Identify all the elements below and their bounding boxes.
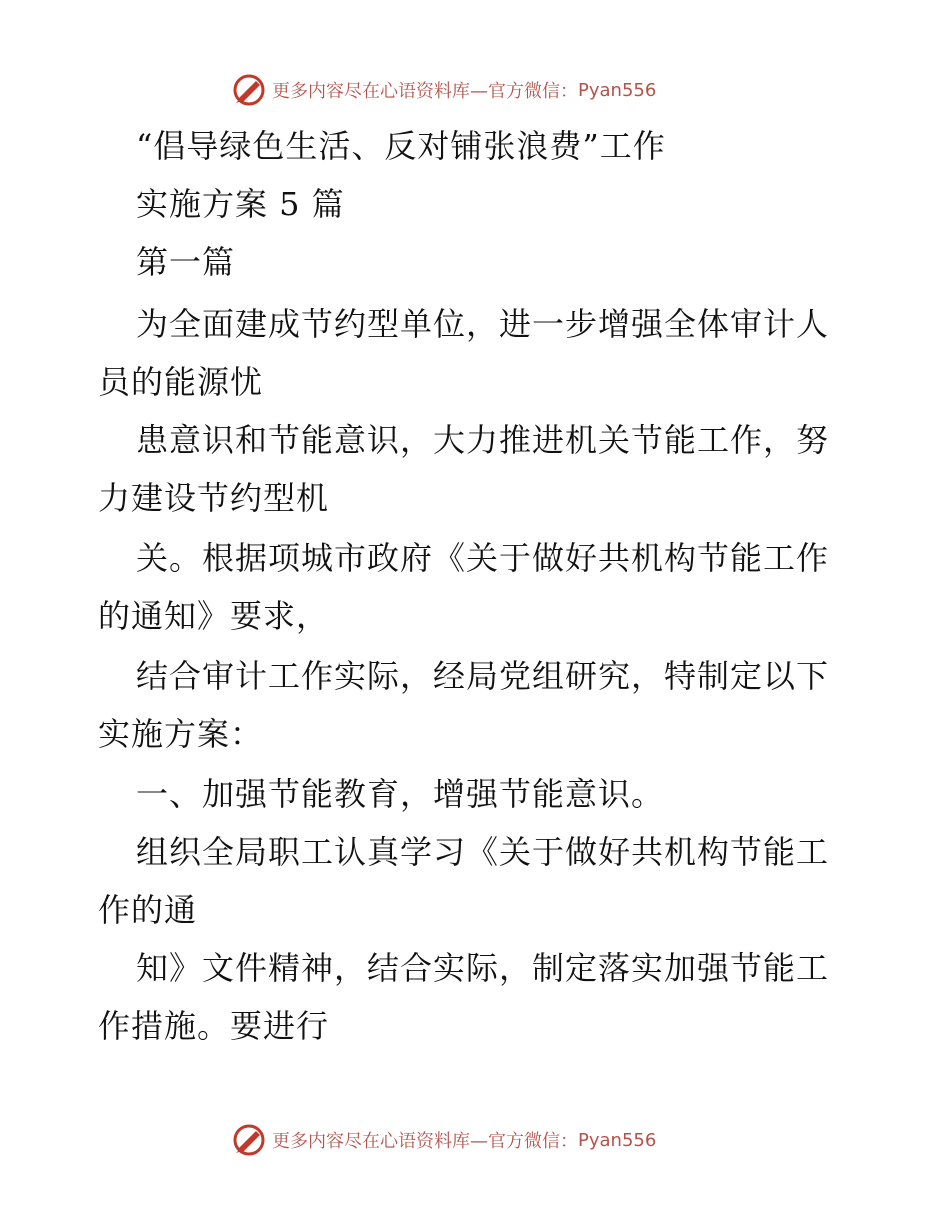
watermark-text: 更多内容尽在心语资料库—官方微信： [272, 81, 578, 102]
pen-logo-icon [232, 73, 266, 107]
section-heading: 第一篇 [136, 243, 236, 281]
paragraph-line: 作措施。要进行 [98, 1007, 330, 1045]
paragraph-line: 实施方案： [98, 715, 264, 753]
paragraph-line: 结合审计工作实际，经局党组研究，特制定以下 [136, 657, 830, 695]
paragraph-line: 组织全局职工认真学习《关于做好共机构节能工 [136, 833, 830, 871]
document-title-line-2: 实施方案 5 篇 [136, 185, 345, 223]
paragraph-line: 为全面建成节约型单位，进一步增强全体审计人 [136, 305, 830, 343]
watermark-banner-top [232, 72, 752, 108]
paragraph-line: 患意识和节能意识，大力推进机关节能工作，努 [136, 421, 830, 459]
watermark-wechat-id: Pyan556 [578, 79, 657, 101]
paragraph-line: 作的通 [98, 891, 198, 929]
document-title-line-1: “倡导绿色生活、反对铺张浪费”工作 [136, 127, 666, 165]
paragraph-line: 的通知》要求， [98, 597, 330, 635]
paragraph-line: 力建设节约型机 [98, 479, 330, 517]
paragraph-line: 知》文件精神，结合实际，制定落实加强节能工 [136, 949, 830, 987]
paragraph-line: 一、加强节能教育，增强节能意识。 [136, 775, 665, 813]
paragraph-line: 员的能源忧 [98, 363, 264, 401]
watermark-banner-bottom [232, 1122, 752, 1158]
pen-logo-icon [232, 1123, 266, 1157]
watermark-text: 更多内容尽在心语资料库—官方微信： [272, 1131, 578, 1152]
watermark-wechat-id: Pyan556 [578, 1129, 657, 1151]
paragraph-line: 关。根据项城市政府《关于做好共机构节能工作 [136, 539, 830, 577]
